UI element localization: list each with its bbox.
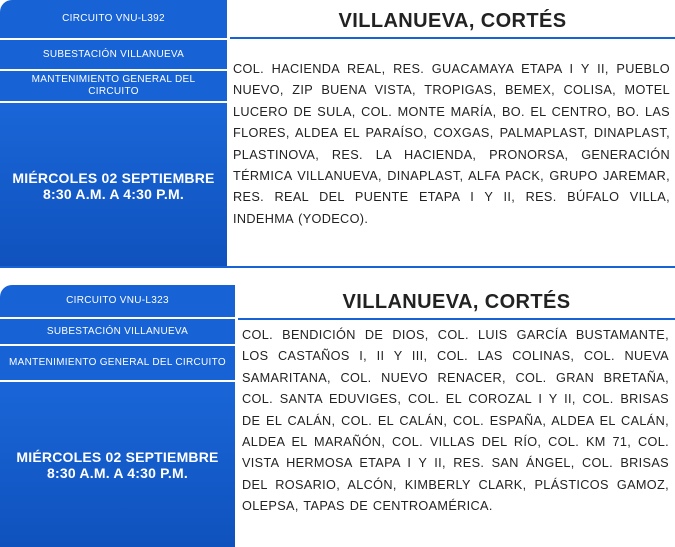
schedule-datetime	[0, 382, 235, 547]
maintenance-label: MANTENIMIENTO GENERAL DEL CIRCUITO	[0, 346, 235, 382]
outage-card-1	[0, 0, 675, 268]
circuit-label: CIRCUITO VNU-L392	[0, 0, 227, 40]
maintenance-label: MANTENIMIENTO GENERAL DEL CIRCUITO	[0, 71, 227, 103]
card-divider	[0, 266, 675, 268]
schedule-date: MIÉRCOLES 02 SEPTIEMBRE	[16, 448, 219, 465]
schedule-datetime	[0, 103, 227, 268]
schedule-panel	[0, 285, 235, 547]
schedule-panel	[0, 0, 227, 268]
outage-card-2	[0, 285, 675, 547]
substation-label: SUBESTACIÓN VILLANUEVA	[0, 40, 227, 71]
affected-areas: COL. BENDICIÓN DE DIOS, COL. LUIS GARCÍA BUSTAMANTE, LOS CASTAÑOS I, II Y III, COL. LAS COLINAS, COL. NUEVA SAMARITANA, COL. NUEVO RENACER, COL. GRAN BRETAÑA, COL. SANTA EDUVIGES, COL. EL COROZAL I Y II, COL. BRISAS DE EL CALÁN, COL. EL CALÁN, COL. ESPAÑA, ALDEA EL CALÁN, ALDEA EL MARAÑÓN, COL. VILLAS DEL RÍO, COL. KM 71, COL. VISTA HERMOSA ETAPA I Y II, RES. SAN ÁNGEL, COL. BRISAS DEL ROSARIO, ALCÓN, KIMBERLY CLARK, PLÁSTICOS GAMOZ, OLEPSA, TAPAS DE CENTROAMÉRICA.	[242, 328, 669, 514]
schedule-time: 8:30 A.M. A 4:30 P.M.	[43, 185, 184, 202]
location-title: VILLANUEVA, CORTÉS	[230, 5, 675, 39]
substation-label: SUBESTACIÓN VILLANUEVA	[0, 319, 235, 346]
schedule-date: MIÉRCOLES 02 SEPTIEMBRE	[12, 169, 215, 186]
location-title: VILLANUEVA, CORTÉS	[238, 287, 675, 320]
circuit-label: CIRCUITO VNU-L323	[0, 285, 235, 319]
schedule-time: 8:30 A.M. A 4:30 P.M.	[47, 464, 188, 481]
affected-areas: COL. HACIENDA REAL, RES. GUACAMAYA ETAPA I Y II, PUEBLO NUEVO, ZIP BUENA VISTA, TROPIGAS, BEMEX, COLISA, MOTEL LUCERO DE SULA, COL. MONTE MARÍA, BO. EL CENTRO, BO. LAS FLORES, ALDEA EL PARAÍSO, COXGAS, PALMAPLAST, DINAPLAST, PLASTINOVA, RES. LA HACIENDA, PRONORSA, GENERACIÓN TÉRMICA VILLANUEVA, DINAPLAST, ALFA PACK, GRUPO JAREMAR, RES. REAL DEL PUENTE ETAPA I Y II, RES. BÚFALO VILLA, INDEHMA (YODECO).	[233, 62, 670, 226]
